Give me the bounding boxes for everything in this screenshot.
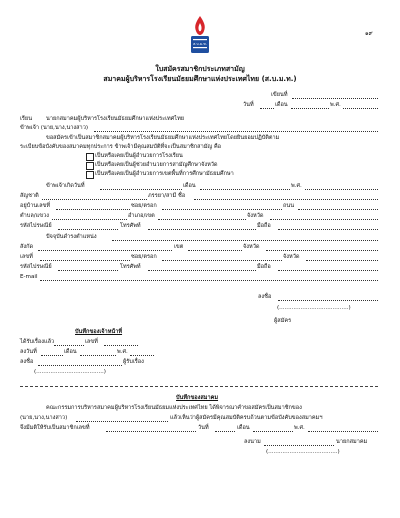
body-line-2: ระเบียบข้อบังคับของสมาคมทุกประการ ข้าพเจ้ามีคุณสมบัติที่จะเป็นสมาชิกสามัญ คือ — [20, 144, 222, 150]
association-line-2a: (นาย,นาง,นางสาว) — [20, 415, 68, 421]
officer-month-label: เดือน — [64, 349, 77, 355]
subdistrict-field[interactable] — [52, 219, 127, 220]
province2-field[interactable] — [266, 250, 378, 251]
option-checkbox-2[interactable] — [86, 162, 94, 170]
date-month-label: เดือน — [275, 102, 288, 108]
nationality-label: สัญชาติ — [20, 193, 39, 199]
officer-date-field[interactable] — [41, 355, 63, 356]
officer-received-field[interactable] — [54, 345, 84, 346]
current-position-field[interactable] — [112, 240, 378, 241]
address-no-field[interactable] — [56, 209, 130, 210]
phone2-field[interactable] — [148, 270, 256, 271]
applicant-intro: ข้าพเจ้า (นาย,นาง,นางสาว) — [20, 125, 89, 131]
applicant-sign-field[interactable] — [278, 300, 378, 301]
province-label: จังหวัด — [247, 213, 264, 219]
school-field[interactable] — [38, 250, 172, 251]
association-record-heading: บันทึกของสมาคม — [176, 395, 219, 401]
officer-sign-field[interactable] — [38, 365, 122, 366]
zone-field[interactable] — [188, 250, 242, 251]
number-field[interactable] — [40, 260, 130, 261]
date-month-field[interactable] — [291, 108, 329, 109]
option-label-1: เป็นหรือเคยเป็นผู้อำนวยการโรงเรียน — [95, 153, 183, 159]
officer-receiver-label: ผู้รับเรื่อง — [123, 359, 144, 365]
salutation-recipient: นายกสมาคมผู้บริหารโรงเรียนมัธยมศึกษาแห่งประเทศไทย — [46, 116, 185, 122]
association-year-field[interactable] — [308, 431, 378, 432]
postcode2-label: รหัสไปรษณีย์ — [20, 264, 52, 270]
officer-year-field[interactable] — [130, 355, 154, 356]
number-label: เลขที่ — [20, 254, 33, 260]
president-sign-field[interactable] — [264, 445, 334, 446]
association-logo — [188, 14, 212, 56]
association-line-3a: จึงมีมติให้รับเป็นสมาชิกเลขที่ — [20, 425, 90, 431]
applicant-role-label: ผู้สมัคร — [274, 318, 292, 324]
province3-field[interactable] — [306, 260, 378, 261]
president-role-label: นายกสมาคม — [336, 439, 368, 445]
option-label-3: เป็นหรือเคยเป็นผู้อำนวยการเขตพื้นที่การศึกษามัธยมศึกษา — [95, 171, 234, 177]
date-day-label: วันที่ — [243, 102, 254, 108]
email-label: E-mail — [20, 274, 38, 280]
phone-field[interactable] — [148, 229, 256, 230]
association-line-2b: แล้วเห็นว่าผู้สมัครมีคุณสมบัติครบถ้วนตามข้อบังคับของสมาคมฯ — [170, 415, 323, 421]
district-field[interactable] — [158, 219, 246, 220]
association-day-field[interactable] — [215, 431, 235, 432]
officer-sign-label: ลงชื่อ — [20, 359, 34, 365]
date-year-field[interactable] — [343, 108, 378, 109]
applicant-sign-label: ลงชื่อ — [258, 294, 272, 300]
zone-label: เขต — [174, 244, 184, 250]
salutation-label: เรียน — [20, 116, 33, 122]
logo-text: ส.บ.ม.ท. — [193, 42, 207, 46]
association-month-field[interactable] — [253, 431, 293, 432]
option-checkbox-3[interactable] — [86, 171, 94, 179]
phone2-label: โทรศัพท์ — [120, 264, 141, 270]
association-line-3c: เดือน — [237, 425, 250, 431]
born-month-label: เดือน — [183, 183, 196, 189]
applicant-name-field[interactable] — [94, 131, 378, 132]
written-at-label: เขียนที่ — [271, 92, 288, 98]
email-field[interactable] — [40, 280, 378, 281]
mobile-label: มือถือ — [257, 223, 271, 229]
association-line-3b: วันที่ — [198, 425, 209, 431]
mobile-field[interactable] — [278, 229, 378, 230]
soi-label: ซอย/ตรอก — [131, 203, 157, 209]
option-checkbox-1[interactable] — [86, 153, 94, 161]
body-line-1: ขอสมัครเข้าเป็นสมาชิกสมาคมผู้บริหารโรงเรียนมัธยมศึกษาแห่งประเทศไทยโดยยินยอมปฏิบัติตาม — [46, 135, 280, 141]
province2-label: จังหวัด — [243, 244, 260, 250]
date-day-field[interactable] — [260, 108, 274, 109]
postcode-field[interactable] — [58, 229, 118, 230]
province-field[interactable] — [270, 219, 378, 220]
association-line-3d: พ.ศ. — [294, 425, 305, 431]
born-month-field[interactable] — [200, 189, 290, 190]
written-at-field[interactable] — [292, 98, 378, 99]
spouse-field[interactable] — [194, 199, 378, 200]
spouse-label: ภรรยา/สามี ชื่อ — [148, 193, 186, 199]
mobile2-field[interactable] — [278, 270, 378, 271]
applicant-sign-paren: (.......................................) — [277, 305, 351, 311]
form-title: ใบสมัครสมาชิกประเภทสามัญ — [155, 65, 245, 73]
officer-received-label: ได้รับเรื่องแล้ว — [20, 339, 55, 345]
form-subtitle: สมาคมผู้บริหารโรงเรียนมัธยมศึกษาแห่งประเทศไทย (ส.บ.ม.ท.) — [103, 75, 297, 83]
subdistrict-label: ตำบล/แขวง — [20, 213, 49, 219]
page-number: ๑๙ — [365, 31, 373, 37]
road-label: ถนน — [283, 203, 295, 209]
soi2-field[interactable] — [162, 260, 282, 261]
president-sign-paren: (.......................................) — [266, 449, 340, 455]
district-label: อำเภอ/เขต — [128, 213, 155, 219]
president-sign-label: ลงนาม — [244, 439, 261, 445]
officer-record-heading: บันทึกของเจ้าหน้าที่ — [75, 329, 123, 335]
postcode2-field[interactable] — [58, 270, 118, 271]
born-on-label: ข้าพเจ้าเกิดวันที่ — [46, 183, 85, 189]
nationality-field[interactable] — [42, 199, 147, 200]
officer-number-label: เลขที่ — [85, 339, 98, 345]
province3-label: จังหวัด — [283, 254, 300, 260]
association-applicant-field[interactable] — [76, 421, 168, 422]
phone-label: โทรศัพท์ — [120, 223, 141, 229]
officer-sign-paren: (......................................) — [34, 369, 106, 375]
road-field[interactable] — [298, 209, 378, 210]
born-year-field[interactable] — [305, 189, 378, 190]
current-position-label: ปัจจุบันดำรงตำแหน่ง — [46, 234, 97, 240]
mobile2-label: มือถือ — [257, 264, 271, 270]
section-divider — [20, 386, 378, 387]
member-number-field[interactable] — [106, 431, 196, 432]
postcode-label: รหัสไปรษณีย์ — [20, 223, 52, 229]
address-no-label: อยู่บ้านเลขที่ — [20, 203, 51, 209]
born-day-field[interactable] — [100, 189, 182, 190]
officer-number-field[interactable] — [104, 345, 138, 346]
option-label-2: เป็นหรือเคยเป็นผู้ช่วยอำนวยการสามัญศึกษาจังหวัด — [95, 162, 218, 168]
soi-field[interactable] — [162, 209, 282, 210]
officer-month-field[interactable] — [80, 355, 116, 356]
officer-date-label: ลงวันที่ — [20, 349, 37, 355]
born-year-label: พ.ศ. — [291, 183, 302, 189]
association-line-1: คณะกรรมการบริหารสมาคมผู้บริหารโรงเรียนมัธยมแห่งประเทศไทย ได้พิจารณาคำขอสมัครเป็นสมาชิกของ — [46, 405, 302, 411]
school-label: สังกัด — [20, 244, 34, 250]
soi2-label: ซอย/ตรอก — [131, 254, 157, 260]
officer-year-label: พ.ศ. — [117, 349, 128, 355]
date-year-label: พ.ศ. — [330, 102, 341, 108]
